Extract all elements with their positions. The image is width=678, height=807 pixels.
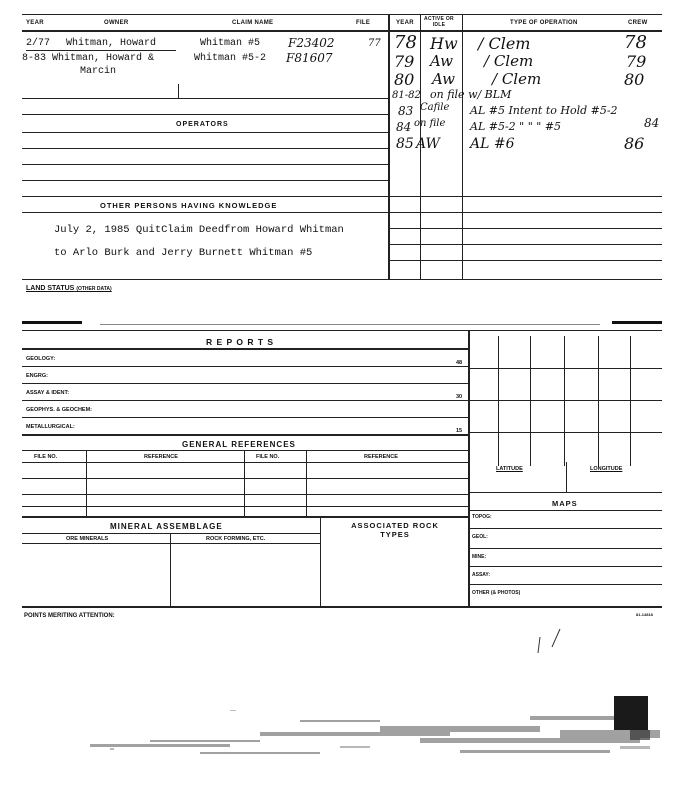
report-assay-label: ASSAY & IDENT:	[26, 390, 70, 396]
reports-right-border	[468, 330, 470, 606]
activity-rule-e	[390, 260, 662, 261]
map-mine-label: MINE:	[472, 554, 487, 560]
refs-rule-bottom	[22, 516, 468, 518]
land-status-separator-right	[612, 321, 662, 324]
form-number: 81-14818	[636, 612, 653, 617]
owner-rule-1	[22, 98, 388, 99]
report-engrg-label: ENGRG:	[26, 373, 48, 379]
grid-col-5	[630, 336, 631, 466]
refs-rule-top	[22, 450, 468, 451]
report-rule-2	[22, 383, 468, 384]
coords-divider	[566, 462, 567, 492]
refs-col-2	[244, 450, 245, 516]
maps-rule-3	[468, 566, 662, 567]
map-topog-label: TOPOG:	[472, 514, 492, 520]
report-geology-num: 48	[456, 360, 463, 366]
owner-short-tick	[178, 84, 179, 98]
mineral-rule-header	[22, 543, 320, 544]
report-rule-1	[22, 366, 468, 367]
owner-row-2-claim: Whitman #5-2	[194, 53, 267, 64]
header-active-idle: ACTIVE OR IDLE	[424, 16, 454, 28]
other-persons-rule	[22, 212, 388, 213]
header-claim-name: CLAIM NAME	[232, 20, 274, 26]
activity-6-status: on file	[414, 118, 446, 129]
grid-col-1	[498, 336, 499, 466]
activity-rule-c	[390, 228, 662, 229]
owner-rule-2	[22, 114, 388, 115]
activity-5-year: 83	[398, 104, 414, 118]
header-year-2: YEAR	[396, 20, 414, 26]
activity-rule-d	[390, 244, 662, 245]
coords-rule	[468, 492, 662, 493]
land-status-title: LAND STATUS	[26, 285, 75, 292]
activity-1-status: Hw	[430, 34, 458, 53]
report-geophys-label: GEOPHYS. & GEOCHEM:	[26, 407, 93, 413]
reports-rule-top	[22, 348, 468, 350]
refs-rule-1	[22, 478, 468, 479]
maps-title: MAPS	[552, 499, 578, 508]
activity-4-year: 81-82	[392, 90, 421, 101]
mineral-divider-right	[320, 516, 321, 606]
grid-row-3	[468, 432, 662, 433]
activity-2-operation: / Clem	[484, 52, 534, 70]
land-status-separator-under	[22, 330, 662, 331]
associated-rock-types-title: ASSOCIATED ROCK TYPES	[351, 521, 439, 539]
header-owner: OWNER	[104, 20, 129, 26]
activity-3-year: 80	[394, 70, 415, 89]
owner-row-1-file: F23402	[288, 36, 335, 50]
refs-rule-2	[22, 494, 468, 495]
refs-col-1	[86, 450, 87, 516]
mineral-header-rock: ROCK FORMING, ETC.	[206, 536, 266, 542]
other-persons-line-1: July 2, 1985 QuitClaim Deedfrom Howard Whitman	[54, 224, 344, 236]
maps-rule-top	[468, 510, 662, 511]
activity-5-status: Cafile	[420, 102, 450, 113]
report-metallurgical-label: METALLURGICAL:	[26, 424, 75, 430]
dark-scan-block	[614, 696, 648, 730]
report-assay-num: 30	[456, 394, 463, 400]
top-border	[22, 14, 662, 15]
owner-row-1-claim: Whitman #5	[200, 38, 261, 49]
report-metallurgical-num: 15	[456, 428, 463, 434]
report-rule-4	[22, 417, 468, 418]
activity-1-year: 78	[394, 32, 417, 53]
operators-rule-3	[22, 180, 388, 181]
header-year: YEAR	[26, 20, 44, 26]
other-persons-line-2: to Arlo Burk and Jerry Burnett Whitman #5	[54, 247, 313, 259]
refs-header-reference: REFERENCE	[144, 454, 178, 460]
other-persons-bottom	[22, 279, 662, 280]
mineral-rule-sub	[22, 533, 320, 534]
refs-header-reference-2: REFERENCE	[364, 454, 398, 460]
owner-row-1-year: 2/77	[26, 38, 51, 49]
refs-header-file-no: FILE NO.	[34, 454, 58, 460]
map-assay-label: ASSAY:	[472, 572, 491, 578]
operators-title: OPERATORS	[176, 121, 229, 128]
land-status-separator-dash	[100, 324, 600, 325]
activity-2-year: 79	[394, 52, 415, 71]
operators-rule-top	[22, 132, 388, 133]
activity-7-operation: AL #6	[470, 136, 515, 152]
activity-2-status: Aw	[430, 52, 453, 70]
activity-rule-a	[390, 196, 662, 197]
refs-rule-header	[22, 462, 468, 463]
header-crew: CREW	[628, 20, 648, 26]
activity-7-year: 85	[396, 136, 414, 152]
mineral-rule-bottom	[22, 606, 662, 608]
land-status-label	[26, 285, 112, 292]
maps-rule-1	[468, 528, 662, 529]
header-file: FILE	[356, 20, 371, 26]
maps-rule-4	[468, 584, 662, 585]
activity-2-crew: 79	[626, 52, 647, 71]
owner-row-2-file: F81607	[286, 51, 333, 65]
activity-3-status: Aw	[432, 70, 455, 88]
report-geology-label: GEOLOGY:	[26, 356, 56, 362]
activity-6-year: 84	[396, 120, 412, 134]
maps-rule-2	[468, 548, 662, 549]
refs-rule-3	[22, 506, 468, 507]
refs-col-3	[306, 450, 307, 516]
mineral-assemblage-title: MINERAL ASSEMBLAGE	[110, 522, 223, 531]
map-other-label: OTHER (& PHOTOS)	[472, 590, 521, 596]
report-rule-5	[22, 434, 468, 436]
owner-row-2-year: 8-83	[22, 53, 47, 64]
scan-noise-band	[0, 690, 678, 780]
grid-col-2	[530, 336, 531, 466]
longitude-label: LONGITUDE	[590, 466, 623, 472]
activity-3-operation: / Clem	[492, 70, 542, 88]
report-rule-3	[22, 400, 468, 401]
mineral-header-ore: ORE MINERALS	[66, 536, 109, 542]
operators-rule-1	[22, 148, 388, 149]
refs-header-file-no-2: FILE NO.	[256, 454, 280, 460]
grid-row-2	[468, 400, 662, 401]
header-type-of-operation: TYPE OF OPERATION	[510, 20, 578, 26]
grid-row-1	[468, 368, 662, 369]
activity-6-crew: 84	[644, 116, 660, 130]
other-persons-title: OTHER PERSONS HAVING KNOWLEDGE	[100, 201, 278, 210]
divider-active-col	[462, 14, 463, 279]
general-references-title: GENERAL REFERENCES	[182, 440, 296, 449]
activity-1-operation: / Clem	[478, 34, 531, 53]
activity-1-crew: 78	[624, 32, 647, 53]
points-meriting-label: POINTS MERITING ATTENTION:	[24, 613, 115, 619]
activity-6-operation: AL #5-2 " " " #5	[470, 120, 562, 133]
grid-col-3	[564, 336, 565, 466]
operators-rule-2	[22, 164, 388, 165]
owner-row-1-owner: Whitman, Howard	[66, 38, 157, 49]
stray-marks	[530, 625, 570, 665]
header-bottom-border	[22, 30, 662, 32]
land-status-separator-left	[22, 321, 82, 324]
owner-row-1-file-year: 77	[368, 38, 381, 49]
activity-4-status: on file w/ BLM	[430, 88, 512, 101]
activity-7-crew: 86	[624, 134, 645, 153]
reports-title: R E P O R T S	[206, 337, 275, 347]
owner-row-3-owner: Marcin	[80, 66, 117, 77]
activity-3-crew: 80	[624, 70, 645, 89]
operators-rule-4	[22, 196, 388, 197]
activity-7-status: AW	[416, 136, 440, 152]
owner-row-2-owner: Whitman, Howard &	[52, 53, 155, 64]
land-status-subtitle: (OTHER DATA)	[76, 286, 112, 292]
activity-5-operation: AL #5 Intent to Hold #5-2	[470, 104, 618, 117]
map-geol-label: GEOL:	[472, 534, 488, 540]
latitude-label: LATITUDE	[496, 466, 523, 472]
owner-row-1-underline	[26, 50, 176, 51]
divider-left-right	[388, 14, 390, 279]
grid-col-4	[598, 336, 599, 466]
activity-rule-b	[390, 212, 662, 213]
